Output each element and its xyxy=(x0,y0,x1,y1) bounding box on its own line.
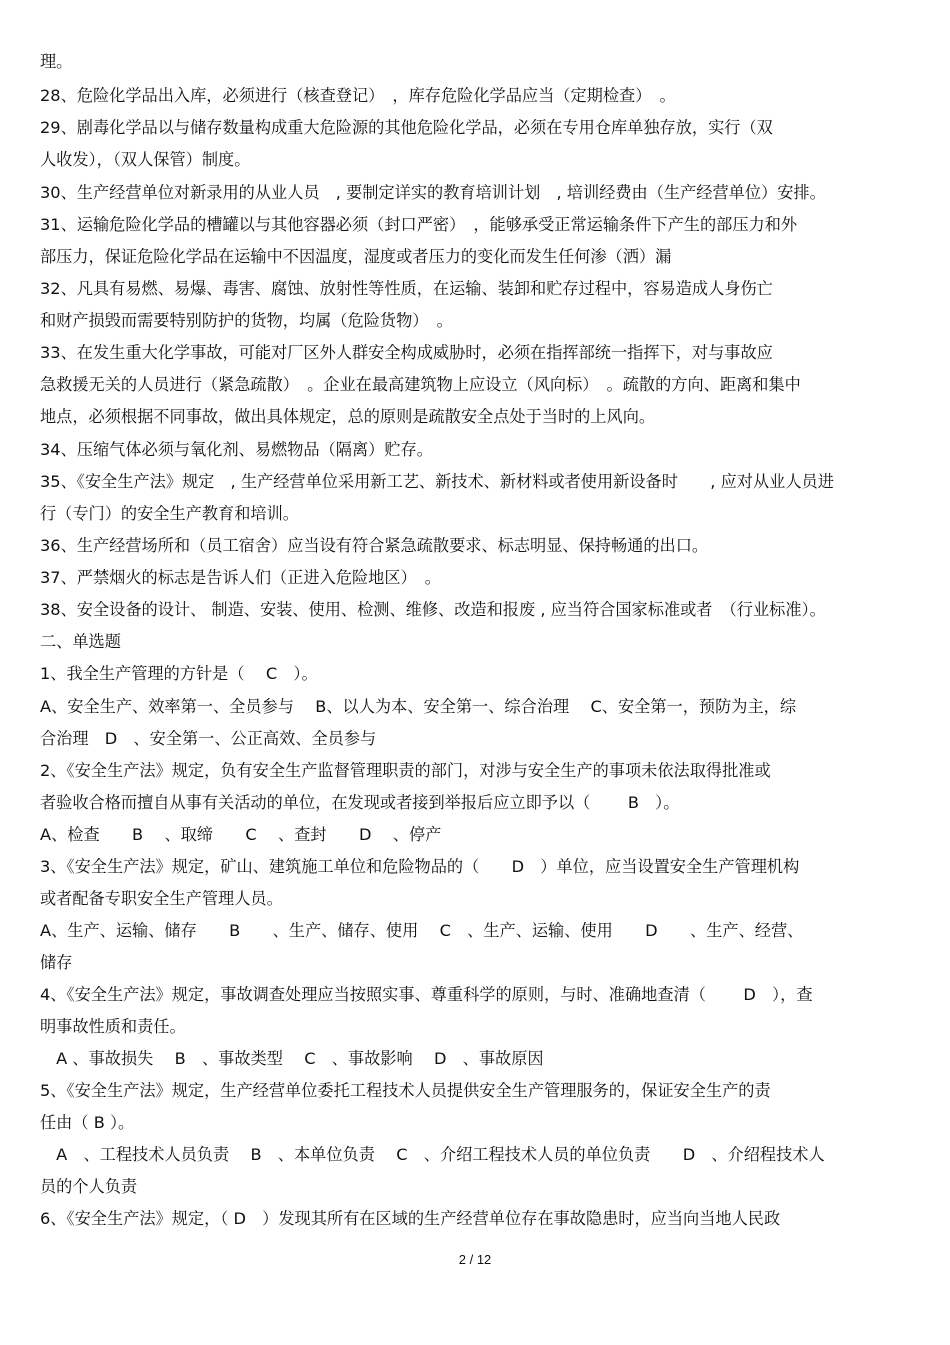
text-line: 急救援无关的人员进行（紧急疏散） 。企业在最高建筑物上应设立（风向标） 。疏散的方向、距离和集中 xyxy=(40,375,801,394)
text-line: 38、安全设备的设计、 制造、安装、使用、检测、维修、改造和报废 , 应当符合国家标准或者 （行业标准）。 xyxy=(40,600,826,619)
text-line: 6、《安全生产法》规定，（ D ）发现其所有在区域的生产经营单位存在事故隐患时，应当向当地人民政 xyxy=(40,1209,781,1228)
text-line: A 、事故损失 B 、事故类型 C 、事故影响 D 、事故原因 xyxy=(40,1049,544,1068)
text-line: 部压力，保证危险化学品在运输中不因温度，湿度或者压力的变化而发生任何渗（洒）漏 xyxy=(40,247,672,266)
page-total: 12 xyxy=(476,1252,492,1267)
text-line: 者验收合格而擅自从事有关活动的单位，在发现或者接到举报后应立即予以（ B ）。 xyxy=(40,793,680,812)
text-line: 理。 xyxy=(40,52,73,71)
text-line: 任由（ B ）。 xyxy=(40,1113,135,1132)
text-line: A 、工程技术人员负责 B 、本单位负责 C 、介绍工程技术人员的单位负责 D 、介绍程技术人 xyxy=(40,1145,825,1164)
text-line: 储存 xyxy=(40,953,73,972)
text-line: 明事故性质和责任。 xyxy=(40,1017,186,1036)
text-line: 34、压缩气体必须与氧化剂、易燃物品（隔离）贮存。 xyxy=(40,440,433,459)
text-line: 地点，必须根据不同事故，做出具体规定，总的原则是疏散安全点处于当时的上风向。 xyxy=(40,407,656,426)
text-line: 32、凡具有易燃、易爆、毒害、腐蚀、放射性等性质，在运输、装卸和贮存过程中，容易造成人身伤亡 xyxy=(40,279,773,298)
text-line: 二、单选题 xyxy=(40,632,121,651)
text-line: 3、《安全生产法》规定，矿山、建筑施工单位和危险物品的（ D ）单位，应当设置安全生产管理机构 xyxy=(40,857,800,876)
text-line: A、安全生产、效率第一、全员参与 B、以人为本、安全第一、综合治理 C、安全第一，预防为主，综 xyxy=(40,697,797,716)
text-line: 36、生产经营场所和（员工宿舍）应当设有符合紧急疏散要求、标志明显、保持畅通的出口。 xyxy=(40,536,709,555)
text-line: 2、《安全生产法》规定，负有安全生产监督管理职责的部门，对涉与安全生产的事项未依法取得批准或 xyxy=(40,761,771,780)
text-line: 28、危险化学品出入库，必须进行（核查登记） ，库存危险化学品应当（定期检查） 。 xyxy=(40,86,676,105)
text-line: A、检查 B 、取缔 C 、查封 D 、停产 xyxy=(40,825,442,844)
text-line: 5、《安全生产法》规定，生产经营单位委托工程技术人员提供安全生产管理服务的，保证安全生产的责 xyxy=(40,1081,771,1100)
text-line: 30、生产经营单位对新录用的从业人员 , 要制定详实的教育培训计划 , 培训经费由（生产经营单位）安排。 xyxy=(40,183,826,202)
page-current: 2 xyxy=(458,1252,466,1267)
text-line: 员的个人负责 xyxy=(40,1177,138,1196)
text-line: 或者配备专职安全生产管理人员。 xyxy=(40,889,283,908)
text-line: 33、在发生重大化学事故，可能对厂区外人群安全构成威胁时，必须在指挥部统一指挥下，对与事故应 xyxy=(40,343,773,362)
text-line: 29、剧毒化学品以与储存数量构成重大危险源的其他危险化学品，必须在专用仓库单独存放，实行（双 xyxy=(40,118,773,137)
text-line: A、生产、运输、储存 B 、生产、储存、使用 C 、生产、运输、使用 D 、生产、经营、 xyxy=(40,921,804,940)
text-line: 4、《安全生产法》规定，事故调查处理应当按照实事、尊重科学的原则，与时、准确地查清（ D ），查 xyxy=(40,985,813,1004)
text-line: 37、严禁烟火的标志是告诉人们（正进入危险地区） 。 xyxy=(40,568,441,587)
text-line: 和财产损毁而需要特别防护的货物，均属（危险货物） 。 xyxy=(40,311,453,330)
page-number xyxy=(0,1252,950,1267)
text-line: 1、我全生产管理的方针是（ C ）。 xyxy=(40,664,318,683)
text-line: 31、运输危险化学品的槽罐以与其他容器必须（封口严密） ，能够承受正常运输条件下产生的部压力和外 xyxy=(40,215,798,234)
text-line: 合治理 D 、安全第一、公正高效、全员参与 xyxy=(40,729,377,748)
text-line: 行（专门）的安全生产教育和培训。 xyxy=(40,504,299,523)
text-line: 人收发），（双人保管）制度。 xyxy=(40,150,251,169)
page-separator: / xyxy=(469,1252,474,1267)
text-line: 35、《安全生产法》规定 , 生产经营单位采用新工艺、新技术、新材料或者使用新设备时 , 应对从业人员进 xyxy=(40,472,834,491)
